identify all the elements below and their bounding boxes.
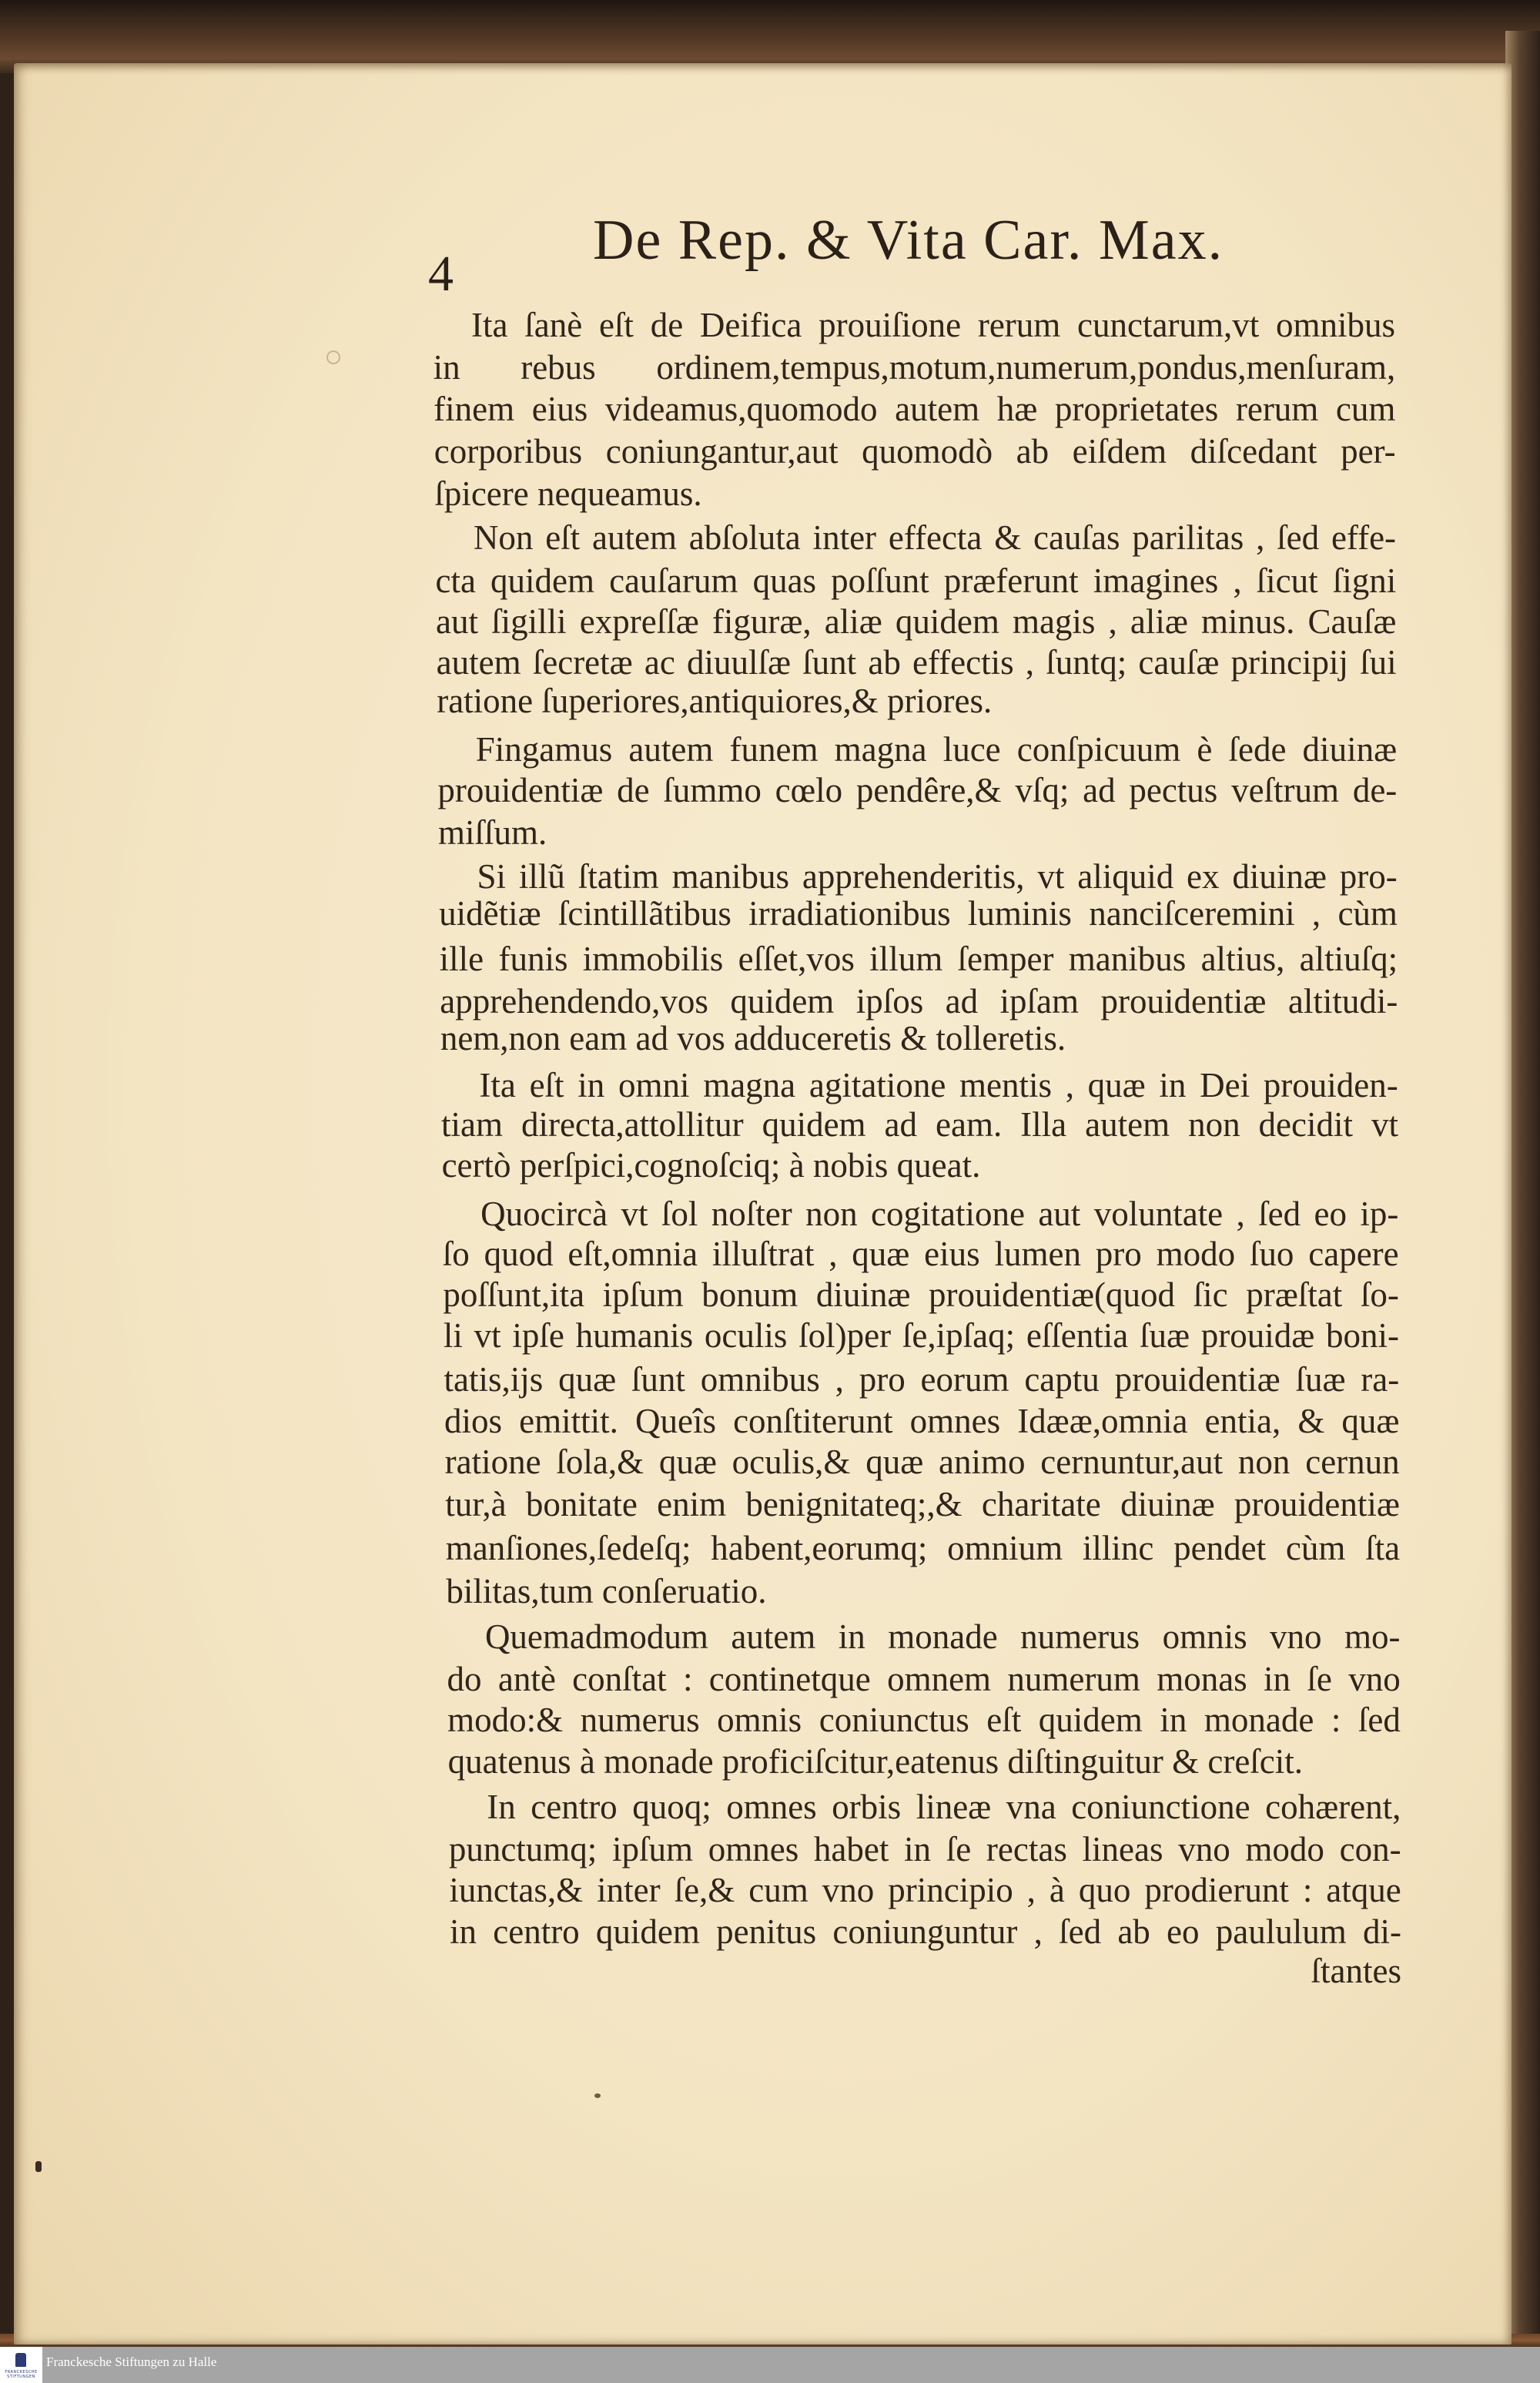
text-line: apprehendendo,vos quidem ipſos ad ipſam prouidentiæ altitudi- xyxy=(440,982,1398,1021)
footer-bar xyxy=(0,2347,1540,2383)
text-line: prouidentiæ de ſummo cœlo pendêre,& vſq; ad pectus veſtrum de- xyxy=(437,771,1398,809)
text-line: aut ſigilli expreſſæ figuræ, aliæ quidem magis , aliæ minus. Cauſæ xyxy=(436,602,1397,641)
text-line: certò perſpici,cognoſciq; à nobis queat. xyxy=(441,1146,981,1185)
text-line: in centro quidem penitus coniunguntur , ſed ab eo paululum di- xyxy=(450,1912,1401,1951)
text-line: li vt ipſe humanis oculis ſol)per ſe,ipſaq; eſſentia ſuæ prouidæ boni- xyxy=(443,1316,1400,1355)
text-line: In centro quoq; omnes orbis lineæ vna coniunctione cohærent, xyxy=(487,1788,1401,1826)
text-line: do antè conſtat : continetque omnem numerum monas in ſe vno xyxy=(447,1660,1401,1698)
text-line: Non eſt autem abſoluta inter effecta & cauſas parilitas , ſed effe- xyxy=(473,518,1397,557)
text-line: miſſum. xyxy=(437,813,547,852)
text-line: Fingamus autem funem magna luce conſpicuum è ſede diuinæ xyxy=(475,730,1398,769)
text-line: Ita ſanè eſt de Deifica prouiſione rerum cunctarum,vt omnibus xyxy=(471,306,1395,344)
text-line: punctumq; ipſum omnes habet in ſe rectas lineas vno modo con- xyxy=(448,1830,1401,1869)
text-line: finem eius videamus,quomodo autem hæ proprietates rerum cum xyxy=(434,390,1396,428)
ink-speck xyxy=(594,2093,601,2098)
text-line: bilitas,tum conſeruatio. xyxy=(446,1572,767,1610)
text-line: tiam directa,attollitur quidem ad eam. Illa autem non decidit vt xyxy=(441,1105,1398,1144)
text-line: autem ſecretæ ac diuulſæ ſunt ab effectis , ſuntq; cauſæ principij ſui xyxy=(436,643,1397,682)
text-line: manſiones,ſedeſq; habent,eorumq; omnium illinc pendet cùm ſta xyxy=(445,1529,1401,1567)
margin-mark xyxy=(35,2161,42,2172)
catchword: ſtantes xyxy=(1311,1952,1401,1990)
text-line: nem,non eam ad vos adduceretis & tolleretis. xyxy=(440,1019,1066,1057)
text-line: tatis,ijs quæ ſunt omnibus , pro eorum captu prouidentiæ ſuæ ra- xyxy=(444,1360,1400,1399)
text-line: poſſunt,ita ipſum bonum diuinæ prouidentiæ(quod ſic præſtat ſo- xyxy=(443,1275,1399,1314)
text-line: uidẽtiæ ſcintillãtibus irradiationibus luminis nanciſceremini , cùm xyxy=(439,894,1398,933)
text-line: corporibus coniungantur,aut quomodò ab eiſdem diſcedant per- xyxy=(434,432,1396,471)
running-head: De Rep. & Vita Car. Max. xyxy=(593,209,1224,272)
text-line: Quocircà vt ſol noſter non cogitatione aut voluntate , ſed eo ip- xyxy=(480,1195,1399,1233)
logo-figure-icon xyxy=(15,2353,26,2367)
text-line: dios emittit. Queîs conſtiterunt omnes Idææ,omnia entia, & quæ xyxy=(444,1402,1400,1440)
text-line: cta quidem cauſarum quas poſſunt præferunt imagines , ſicut ſigni xyxy=(435,561,1397,600)
text-line: quatenus à monade proficiſcitur,eatenus diſtinguitur & creſcit. xyxy=(447,1742,1304,1781)
stain-mark xyxy=(326,350,340,364)
institution-logo xyxy=(0,2347,42,2383)
book-top-edge xyxy=(0,0,1540,73)
text-line: tur,à bonitate enim benignitateq;,& charitate diuinæ prouidentiæ xyxy=(445,1485,1400,1523)
text-line: iunctas,& inter ſe,& cum vno principio , à quo prodierunt : atque xyxy=(449,1871,1401,1909)
text-line: in rebus ordinem,tempus,motum,numerum,pondus,menſuram, xyxy=(433,348,1396,387)
text-line: ille funis immobilis eſſet,vos illum ſemper manibus altius, altiuſq; xyxy=(439,940,1398,978)
text-line: modo:& numerus omnis coniunctus eſt quidem in monade : ſed xyxy=(447,1701,1401,1739)
institution-name: Franckesche Stiftungen zu Halle xyxy=(46,2355,217,2369)
text-line: ſo quod eſt,omnia illuſtrat , quæ eius lumen pro modo ſuo capere xyxy=(442,1235,1399,1273)
logo-caption: FRANCKESCHE STIFTUNGEN xyxy=(5,2370,38,2379)
text-line: Ita eſt in omni magna agitatione mentis , quæ in Dei prouiden- xyxy=(479,1066,1398,1104)
text-line: ratione ſola,& quæ oculis,& quæ animo cernuntur,aut non cernun xyxy=(444,1443,1400,1481)
text-line: ratione ſuperiores,antiquiores,& priores. xyxy=(437,682,993,720)
text-line: Si illũ ſtatim manibus apprehenderitis, vt aliquid ex diuinæ pro- xyxy=(477,857,1398,896)
text-line: Quemadmodum autem in monade numerus omnis vno mo- xyxy=(484,1617,1401,1656)
page-number: 4 xyxy=(428,246,454,302)
text-line: ſpicere nequeamus. xyxy=(434,474,702,513)
